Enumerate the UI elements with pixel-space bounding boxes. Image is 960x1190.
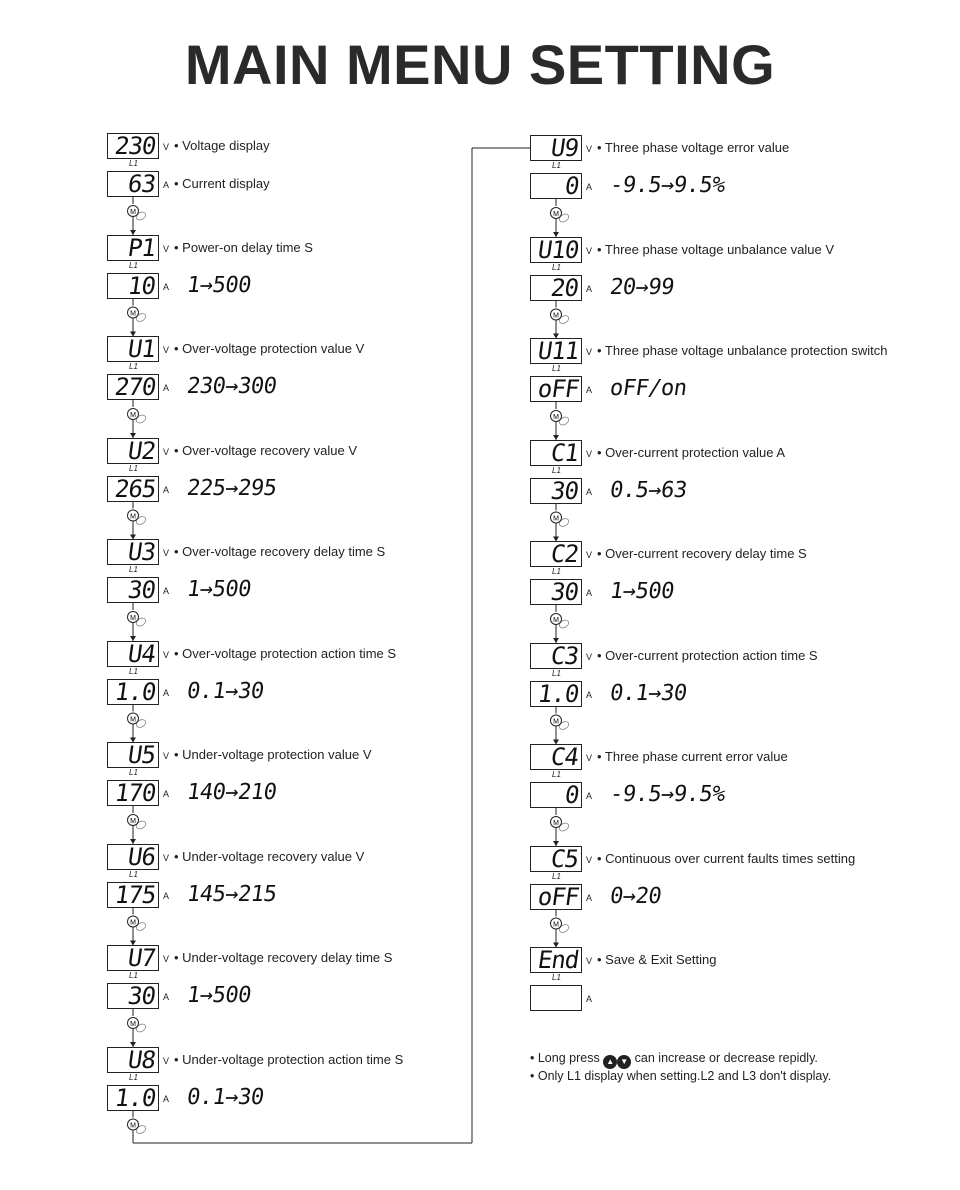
left-display-4 [107, 336, 159, 362]
left-l1-label-10: L1 [129, 666, 138, 676]
svg-text:M: M [553, 820, 559, 827]
right-display-value-14: C5 [549, 844, 580, 873]
left-display-value-9: 30 [126, 576, 157, 604]
right-display-value-9: 30 [549, 578, 580, 606]
right-range-13: -9.5→9.5% [608, 782, 727, 807]
left-display-16 [107, 945, 159, 971]
right-display-value-11: 1.0 [535, 679, 580, 708]
left-l1-label-18: L1 [129, 1072, 138, 1082]
right-unit-3: A [586, 283, 593, 294]
down-arrow-icon: ▼ [617, 1055, 631, 1069]
left-display-value-12: U5 [126, 741, 157, 769]
right-unit-4: V [586, 347, 593, 357]
right-unit-14: V [586, 854, 593, 865]
right-l1-label-14: L1 [552, 871, 561, 881]
right-display-0 [530, 135, 582, 161]
left-display-value-5: 270 [112, 373, 157, 401]
right-description-6: • Over-current protection value A [597, 444, 786, 460]
right-display-value-5: oFF [535, 375, 580, 403]
left-unit-0: V [163, 142, 170, 152]
svg-text:M: M [553, 211, 559, 218]
right-unit-6: V [586, 448, 593, 459]
left-display-18 [107, 1047, 159, 1073]
right-display-5 [530, 376, 582, 402]
left-l1-label-0: L1 [129, 159, 138, 168]
left-unit-15: A [163, 890, 170, 901]
right-display-4 [530, 338, 582, 364]
right-l1-label-2: L1 [552, 262, 561, 272]
right-display-13 [530, 782, 582, 808]
left-display-value-1: 63 [126, 170, 157, 198]
right-display-15 [530, 884, 582, 910]
left-display-5 [107, 374, 159, 400]
left-unit-2: V [163, 243, 170, 254]
right-unit-17: A [586, 994, 593, 1004]
note-l1-only: • Only L1 display when setting.L2 and L3 don't display. [530, 1069, 832, 1083]
left-unit-9: A [163, 586, 170, 596]
left-display-14 [107, 844, 159, 870]
left-l1-label-2: L1 [129, 260, 138, 270]
left-l1-label-4: L1 [129, 362, 138, 371]
right-display-9 [530, 579, 582, 605]
right-display-1 [530, 173, 582, 199]
left-unit-14: V [163, 852, 170, 863]
left-description-16: • Under-voltage recovery delay time S [174, 950, 393, 965]
right-display-value-10: C3 [549, 641, 580, 670]
left-m-button-4 [128, 612, 148, 628]
right-description-16: • Save & Exit Setting [597, 952, 717, 967]
right-display-value-2: U10 [535, 235, 580, 264]
left-m-button-0 [128, 206, 148, 222]
left-m-button-7 [128, 916, 148, 932]
right-display-value-16: End [535, 946, 580, 974]
left-unit-12: V [163, 751, 170, 761]
right-unit-2: V [586, 245, 593, 256]
right-display-11 [530, 681, 582, 707]
right-unit-12: V [586, 753, 593, 763]
left-unit-19: A [163, 1093, 170, 1104]
right-display-16 [530, 947, 582, 973]
right-display-value-1: 0 [562, 172, 580, 200]
svg-text:M: M [130, 615, 136, 622]
right-display-6 [530, 440, 582, 466]
right-display-value-0: U9 [549, 134, 580, 162]
svg-text:M: M [130, 310, 136, 318]
left-description-2: • Power-on delay time S [174, 239, 313, 255]
svg-text:M: M [553, 515, 559, 523]
svg-text:M: M [553, 312, 559, 320]
right-l1-label-10: L1 [552, 668, 561, 678]
right-unit-8: V [586, 550, 593, 560]
right-range-5: oFF/on [608, 376, 689, 401]
note-long-press-suffix: can increase or decrease repidly. [634, 1051, 818, 1065]
left-display-value-0: 230 [112, 132, 157, 160]
left-unit-1: A [163, 180, 170, 190]
svg-text:M: M [130, 1021, 136, 1028]
left-display-value-11: 1.0 [112, 677, 157, 706]
right-display-value-6: C1 [549, 438, 580, 467]
left-unit-8: V [163, 548, 170, 558]
left-l1-label-16: L1 [129, 971, 138, 980]
left-description-0: • Voltage display [174, 138, 270, 153]
right-display-value-8: C2 [549, 540, 580, 568]
left-description-4: • Over-voltage protection value V [174, 341, 365, 356]
right-display-2 [530, 237, 582, 263]
left-display-value-4: U1 [126, 335, 157, 363]
right-l1-label-0: L1 [552, 161, 561, 170]
left-l1-label-6: L1 [129, 463, 138, 473]
left-unit-7: A [163, 484, 170, 495]
left-display-12 [107, 742, 159, 768]
left-range-15: 145→215 [185, 881, 279, 907]
left-l1-label-8: L1 [129, 565, 138, 574]
svg-text:M: M [553, 617, 559, 624]
left-display-value-17: 30 [126, 982, 157, 1010]
left-display-value-3: 10 [126, 271, 157, 300]
right-description-4: • Three phase voltage unbalance protection switch [597, 343, 888, 358]
right-range-15: 0→20 [608, 883, 663, 909]
left-unit-5: A [163, 383, 170, 393]
left-display-value-8: U3 [126, 538, 157, 566]
svg-text:M: M [553, 414, 559, 421]
right-display-value-3: 20 [549, 273, 580, 302]
left-display-11 [107, 679, 159, 705]
note-long-press-prefix: • Long press [530, 1051, 600, 1065]
right-description-8: • Over-current recovery delay time S [597, 546, 807, 561]
right-m-button-7 [551, 918, 571, 934]
left-description-14: • Under-voltage recovery value V [174, 848, 365, 864]
page-title: MAIN MENU SETTING [184, 33, 776, 96]
left-display-7 [107, 476, 159, 502]
right-description-12: • Three phase current error value [597, 749, 788, 764]
left-description-18: • Under-voltage protection action time S [174, 1051, 404, 1067]
right-l1-label-6: L1 [552, 465, 561, 475]
left-display-3 [107, 273, 159, 299]
right-display-17 [530, 985, 582, 1011]
left-unit-13: A [163, 789, 170, 799]
svg-text:M: M [130, 818, 136, 825]
left-range-17: 1→500 [185, 983, 253, 1008]
svg-text:M: M [130, 716, 136, 724]
left-display-1 [107, 171, 159, 197]
right-m-button-3 [551, 512, 571, 528]
left-display-value-6: U2 [126, 436, 157, 465]
right-unit-13: A [586, 791, 593, 801]
right-display-value-4: U11 [535, 337, 580, 365]
right-range-3: 20→99 [608, 274, 676, 300]
svg-text:M: M [130, 919, 136, 927]
svg-text:M: M [553, 921, 559, 929]
left-display-value-13: 170 [112, 779, 157, 807]
left-description-8: • Over-voltage recovery delay time S [174, 544, 386, 559]
left-range-11: 0.1→30 [185, 678, 266, 704]
right-description-0: • Three phase voltage error value [597, 140, 790, 155]
left-range-9: 1→500 [185, 577, 253, 602]
right-unit-11: A [586, 689, 593, 700]
left-l1-label-14: L1 [129, 869, 138, 879]
left-m-button-1 [128, 307, 148, 323]
left-display-0 [107, 133, 159, 159]
svg-text:M: M [130, 209, 136, 216]
left-unit-10: V [163, 649, 170, 660]
left-range-19: 0.1→30 [185, 1084, 266, 1110]
left-description-10: • Over-voltage protection action time S [174, 645, 397, 661]
right-m-button-6 [551, 817, 571, 833]
right-display-14 [530, 846, 582, 872]
left-description-1: • Current display [174, 176, 270, 191]
left-display-value-19: 1.0 [112, 1083, 157, 1112]
left-m-button-2 [128, 409, 148, 425]
left-display-17 [107, 983, 159, 1009]
right-unit-1: A [586, 182, 593, 192]
right-display-7 [530, 478, 582, 504]
right-range-7: 0.5→63 [608, 477, 689, 503]
right-unit-16: V [586, 956, 593, 966]
up-arrow-icon: ▲ [603, 1055, 617, 1069]
right-l1-label-12: L1 [552, 770, 561, 779]
left-description-6: • Over-voltage recovery value V [174, 442, 358, 458]
left-m-button-3 [128, 510, 148, 526]
right-display-value-7: 30 [549, 476, 580, 505]
left-range-3: 1→500 [185, 272, 253, 298]
right-display-10 [530, 643, 582, 669]
right-unit-5: A [586, 385, 593, 395]
left-display-2 [107, 235, 159, 261]
right-display-3 [530, 275, 582, 301]
note-long-press [530, 1051, 818, 1069]
left-range-13: 140→210 [185, 780, 279, 805]
right-unit-10: V [586, 651, 593, 662]
right-display-value-12: C4 [549, 743, 580, 771]
left-display-8 [107, 539, 159, 565]
left-display-value-7: 265 [112, 474, 157, 503]
left-display-value-10: U4 [126, 639, 157, 668]
left-display-19 [107, 1085, 159, 1111]
left-m-button-8 [128, 1018, 148, 1034]
svg-text:M: M [130, 1122, 136, 1130]
left-unit-11: A [163, 687, 170, 698]
right-display-12 [530, 744, 582, 770]
right-l1-label-8: L1 [552, 567, 561, 576]
right-unit-7: A [586, 486, 593, 497]
svg-text:M: M [553, 718, 559, 726]
left-unit-3: A [163, 281, 170, 292]
right-range-1: -9.5→9.5% [608, 173, 727, 198]
left-l1-label-12: L1 [129, 768, 138, 777]
left-display-value-16: U7 [126, 944, 157, 972]
left-range-7: 225→295 [185, 475, 279, 501]
right-m-button-2 [551, 411, 571, 427]
left-m-button-9 [128, 1119, 148, 1135]
right-m-button-0 [551, 208, 571, 224]
left-display-value-14: U6 [126, 842, 157, 871]
left-unit-6: V [163, 446, 170, 457]
right-description-14: • Continuous over current faults times setting [597, 850, 856, 866]
left-display-9 [107, 577, 159, 603]
left-unit-18: V [163, 1055, 170, 1066]
right-display-value-15: oFF [535, 882, 580, 911]
right-unit-9: A [586, 588, 593, 598]
svg-text:M: M [130, 412, 136, 419]
right-l1-label-16: L1 [552, 973, 561, 982]
left-unit-16: V [163, 954, 170, 964]
left-unit-17: A [163, 992, 170, 1002]
right-m-button-5 [551, 715, 571, 731]
left-display-10 [107, 641, 159, 667]
right-description-10: • Over-current protection action time S [597, 647, 818, 663]
left-m-button-6 [128, 815, 148, 831]
left-display-6 [107, 438, 159, 464]
left-display-13 [107, 780, 159, 806]
right-description-2: • Three phase voltage unbalance value V [597, 241, 835, 257]
left-range-5: 230→300 [185, 374, 279, 399]
right-unit-0: V [586, 144, 593, 154]
right-unit-15: A [586, 892, 593, 903]
left-unit-4: V [163, 345, 170, 355]
right-range-11: 0.1→30 [608, 680, 689, 706]
left-m-button-5 [128, 713, 148, 729]
right-m-button-4 [551, 614, 571, 630]
left-display-15 [107, 882, 159, 908]
right-display-8 [530, 541, 582, 567]
left-display-value-15: 175 [112, 880, 157, 909]
left-display-value-2: P1 [126, 233, 157, 262]
right-range-9: 1→500 [608, 579, 676, 604]
right-display-value-13: 0 [562, 781, 580, 809]
svg-text:M: M [130, 513, 136, 521]
right-l1-label-4: L1 [552, 364, 561, 373]
right-m-button-1 [551, 309, 571, 325]
left-description-12: • Under-voltage protection value V [174, 747, 372, 762]
left-display-value-18: U8 [126, 1045, 157, 1074]
